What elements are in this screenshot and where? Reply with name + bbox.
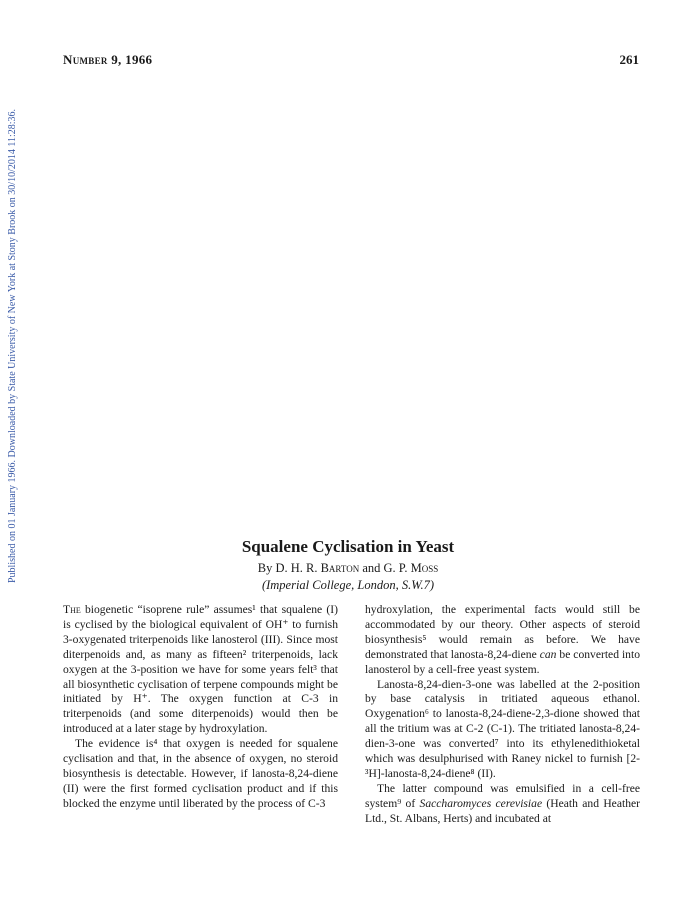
right-paragraph-1-a: hydroxylation, the experimental facts would still be accommodated by our theory. Other aspects of steroid biosynthesis⁵ would remain as before. We have demonstrated that lanosta-8,24-diene: [365, 603, 640, 661]
byline-and: and G. P.: [359, 561, 411, 575]
byline-by: By D. H. R.: [257, 561, 321, 575]
right-paragraph-3-a: The latter compound was emulsified in a cell-free system⁹ of: [365, 781, 640, 810]
article-title: Squalene Cyclisation in Yeast: [241, 537, 455, 556]
journal-issue: [63, 52, 152, 68]
left-paragraph-1-text: biogenetic “isoprene rule” assumes¹ that squalene (I) is cyclised by the biological equivalent of OH⁺ to furnish 3-oxygenated triterpenoids like lanosterol (III). Since most diterpenoids and, as many as fifteen² triterpenoids, lack oxygen at the 3-position we have for some years felt³ that all biosynthetic cyclisation of terpene compounds might be initiated by H⁺. The oxygen function at C-3 in triterpenoids (and some diterpenoids) would then be introduced at a later stage by hydroxylation.: [63, 603, 338, 736]
page-number: 261: [619, 52, 639, 67]
download-watermark-link[interactable]: Published on 01 January 1966. Downloaded by State University of New York at Stony Brook on 30/10/2014 11:28:36.: [7, 108, 18, 583]
left-paragraph-2: The evidence is⁴ that oxygen is needed for squalene cyclisation and that, in the absence of oxygen, no steroid biosynthesis is detectable. However, if lanosta-8,24-diene (II) were the first formed cyclisation product and if this blocked the enzyme until liberated by the process of C-3: [63, 737, 338, 810]
right-paragraph-3: [365, 782, 640, 827]
lead-word: The: [63, 603, 81, 616]
article-affiliation: (Imperial College, London, S.W.7): [261, 578, 435, 592]
left-column: [63, 603, 338, 812]
right-paragraph-2: Lanosta-8,24-dien-3-one was labelled at the 2-position by base catalysis in tritiated aqueous ethanol. Oxygenation⁶ to lanosta-8,24-diene-2,3-dione showed that all the tritium was at C-2 (C-1). The tritiated lanosta-8,24-dien-3-one was converted⁷ into its ethylenedithioketal which was desulphurised with Raney nickel to furnish [2-³H]-lanosta-8,24-diene⁸ (II).: [365, 677, 640, 780]
right-paragraph-1: [365, 603, 640, 678]
right-column: [365, 603, 640, 827]
journal-issue-rest: 9, 1966: [107, 52, 153, 67]
journal-issue-word: Number: [63, 52, 108, 67]
article-byline: [0, 561, 696, 576]
author2-surname: Moss: [410, 561, 439, 575]
right-paragraph-1-b: be converted into lanosterol by a cell-free yeast system.: [365, 647, 640, 676]
left-paragraph-1: [63, 603, 338, 737]
right-paragraph-3-b: (Heath and Heather Ltd., St. Albans, Herts) and incubated at: [365, 796, 641, 825]
author1-surname: Barton: [320, 561, 360, 575]
species-name: Saccharomyces cerevisiae: [419, 796, 543, 810]
emphasis-can: can: [539, 647, 557, 661]
